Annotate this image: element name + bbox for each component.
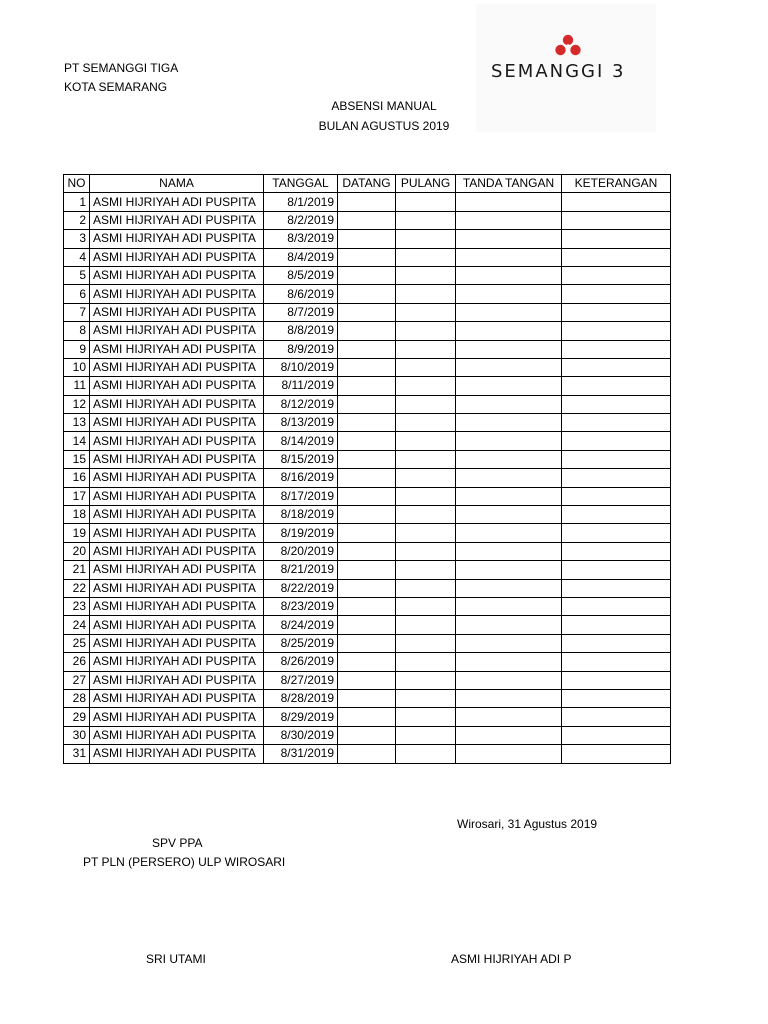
table-row <box>64 414 671 432</box>
cell-datang <box>338 303 396 321</box>
cell-keterangan <box>562 230 671 248</box>
cell-keterangan <box>562 689 671 707</box>
cell-keterangan <box>562 211 671 229</box>
cell-datang <box>338 708 396 726</box>
cell-pulang <box>396 561 456 579</box>
cell-tanda-tangan <box>456 653 562 671</box>
cell-tanda-tangan <box>456 303 562 321</box>
cell-pulang <box>396 211 456 229</box>
cell-datang <box>338 745 396 763</box>
cell-tanggal: 8/11/2019 <box>264 377 338 395</box>
cell-nama: ASMI HIJRIYAH ADI PUSPITA <box>90 506 264 524</box>
cell-pulang <box>396 671 456 689</box>
cell-no: 2 <box>64 211 90 229</box>
cell-nama: ASMI HIJRIYAH ADI PUSPITA <box>90 432 264 450</box>
cell-tanggal: 8/22/2019 <box>264 579 338 597</box>
cell-no: 5 <box>64 266 90 284</box>
cell-datang <box>338 395 396 413</box>
cell-datang <box>338 322 396 340</box>
table-row <box>64 377 671 395</box>
cell-datang <box>338 414 396 432</box>
cell-no: 23 <box>64 597 90 615</box>
table-row <box>64 303 671 321</box>
cell-datang <box>338 211 396 229</box>
header-nama: NAMA <box>90 175 264 193</box>
cell-nama: ASMI HIJRIYAH ADI PUSPITA <box>90 745 264 763</box>
cell-keterangan <box>562 506 671 524</box>
cell-keterangan <box>562 726 671 744</box>
clover-logo-icon <box>548 32 588 60</box>
cell-tanda-tangan <box>456 285 562 303</box>
cell-pulang <box>396 653 456 671</box>
cell-nama: ASMI HIJRIYAH ADI PUSPITA <box>90 487 264 505</box>
cell-tanggal: 8/7/2019 <box>264 303 338 321</box>
attendance-table <box>63 174 671 764</box>
cell-no: 24 <box>64 616 90 634</box>
table-row <box>64 542 671 560</box>
cell-keterangan <box>562 432 671 450</box>
cell-pulang <box>396 579 456 597</box>
cell-tanggal: 8/12/2019 <box>264 395 338 413</box>
cell-no: 26 <box>64 653 90 671</box>
table-row <box>64 193 671 211</box>
cell-tanda-tangan <box>456 322 562 340</box>
cell-tanda-tangan <box>456 579 562 597</box>
table-row <box>64 432 671 450</box>
cell-pulang <box>396 487 456 505</box>
cell-tanggal: 8/9/2019 <box>264 340 338 358</box>
cell-keterangan <box>562 579 671 597</box>
cell-tanggal: 8/4/2019 <box>264 248 338 266</box>
document-subtitle: BULAN AGUSTUS 2019 <box>318 119 450 133</box>
cell-datang <box>338 487 396 505</box>
cell-nama: ASMI HIJRIYAH ADI PUSPITA <box>90 708 264 726</box>
cell-keterangan <box>562 303 671 321</box>
table-row <box>64 708 671 726</box>
cell-tanggal: 8/18/2019 <box>264 506 338 524</box>
cell-pulang <box>396 193 456 211</box>
header-pulang: PULANG <box>396 175 456 193</box>
cell-keterangan <box>562 671 671 689</box>
cell-datang <box>338 542 396 560</box>
cell-tanggal: 8/17/2019 <box>264 487 338 505</box>
cell-pulang <box>396 303 456 321</box>
cell-tanda-tangan <box>456 561 562 579</box>
cell-datang <box>338 266 396 284</box>
company-name: PT SEMANGGI TIGA <box>64 61 179 75</box>
cell-nama: ASMI HIJRIYAH ADI PUSPITA <box>90 340 264 358</box>
cell-tanda-tangan <box>456 689 562 707</box>
cell-tanda-tangan <box>456 542 562 560</box>
cell-tanda-tangan <box>456 211 562 229</box>
header-no: NO <box>64 175 90 193</box>
cell-nama: ASMI HIJRIYAH ADI PUSPITA <box>90 285 264 303</box>
cell-pulang <box>396 745 456 763</box>
cell-nama: ASMI HIJRIYAH ADI PUSPITA <box>90 597 264 615</box>
table-row <box>64 469 671 487</box>
cell-datang <box>338 689 396 707</box>
cell-pulang <box>396 358 456 376</box>
cell-tanda-tangan <box>456 358 562 376</box>
cell-tanggal: 8/20/2019 <box>264 542 338 560</box>
cell-no: 25 <box>64 634 90 652</box>
cell-no: 10 <box>64 358 90 376</box>
attendance-table-body <box>64 193 671 763</box>
cell-nama: ASMI HIJRIYAH ADI PUSPITA <box>90 689 264 707</box>
cell-tanggal: 8/21/2019 <box>264 561 338 579</box>
cell-nama: ASMI HIJRIYAH ADI PUSPITA <box>90 524 264 542</box>
cell-nama: ASMI HIJRIYAH ADI PUSPITA <box>90 653 264 671</box>
cell-tanggal: 8/2/2019 <box>264 211 338 229</box>
cell-no: 13 <box>64 414 90 432</box>
table-row <box>64 689 671 707</box>
cell-no: 31 <box>64 745 90 763</box>
cell-pulang <box>396 248 456 266</box>
cell-tanda-tangan <box>456 377 562 395</box>
cell-datang <box>338 506 396 524</box>
table-row <box>64 248 671 266</box>
cell-pulang <box>396 506 456 524</box>
header-datang: DATANG <box>338 175 396 193</box>
cell-keterangan <box>562 248 671 266</box>
cell-no: 17 <box>64 487 90 505</box>
table-row <box>64 487 671 505</box>
cell-no: 18 <box>64 506 90 524</box>
cell-tanggal: 8/3/2019 <box>264 230 338 248</box>
table-row <box>64 230 671 248</box>
cell-tanggal: 8/15/2019 <box>264 450 338 468</box>
cell-datang <box>338 340 396 358</box>
cell-tanda-tangan <box>456 506 562 524</box>
cell-datang <box>338 193 396 211</box>
cell-keterangan <box>562 487 671 505</box>
cell-pulang <box>396 597 456 615</box>
cell-datang <box>338 671 396 689</box>
cell-tanggal: 8/24/2019 <box>264 616 338 634</box>
supervisor-organization: PT PLN (PERSERO) ULP WIROSARI <box>83 855 286 869</box>
cell-tanda-tangan <box>456 469 562 487</box>
cell-nama: ASMI HIJRIYAH ADI PUSPITA <box>90 414 264 432</box>
cell-tanda-tangan <box>456 745 562 763</box>
cell-no: 3 <box>64 230 90 248</box>
cell-keterangan <box>562 377 671 395</box>
cell-nama: ASMI HIJRIYAH ADI PUSPITA <box>90 322 264 340</box>
cell-tanda-tangan <box>456 432 562 450</box>
cell-keterangan <box>562 542 671 560</box>
cell-nama: ASMI HIJRIYAH ADI PUSPITA <box>90 542 264 560</box>
cell-nama: ASMI HIJRIYAH ADI PUSPITA <box>90 616 264 634</box>
cell-keterangan <box>562 193 671 211</box>
cell-datang <box>338 524 396 542</box>
cell-keterangan <box>562 395 671 413</box>
signer-employee-name: ASMI HIJRIYAH ADI P <box>451 952 572 966</box>
place-date: Wirosari, 31 Agustus 2019 <box>457 817 598 831</box>
cell-nama: ASMI HIJRIYAH ADI PUSPITA <box>90 248 264 266</box>
cell-no: 30 <box>64 726 90 744</box>
cell-nama: ASMI HIJRIYAH ADI PUSPITA <box>90 266 264 284</box>
cell-datang <box>338 726 396 744</box>
cell-no: 19 <box>64 524 90 542</box>
cell-datang <box>338 634 396 652</box>
cell-tanda-tangan <box>456 248 562 266</box>
cell-pulang <box>396 542 456 560</box>
cell-datang <box>338 230 396 248</box>
cell-no: 21 <box>64 561 90 579</box>
cell-pulang <box>396 377 456 395</box>
cell-tanda-tangan <box>456 616 562 634</box>
cell-keterangan <box>562 708 671 726</box>
cell-keterangan <box>562 285 671 303</box>
table-row <box>64 579 671 597</box>
cell-tanggal: 8/1/2019 <box>264 193 338 211</box>
cell-tanda-tangan <box>456 597 562 615</box>
cell-nama: ASMI HIJRIYAH ADI PUSPITA <box>90 634 264 652</box>
cell-datang <box>338 469 396 487</box>
cell-tanggal: 8/23/2019 <box>264 597 338 615</box>
cell-tanda-tangan <box>456 708 562 726</box>
cell-nama: ASMI HIJRIYAH ADI PUSPITA <box>90 193 264 211</box>
cell-keterangan <box>562 597 671 615</box>
cell-pulang <box>396 689 456 707</box>
cell-tanda-tangan <box>456 193 562 211</box>
cell-nama: ASMI HIJRIYAH ADI PUSPITA <box>90 469 264 487</box>
table-row <box>64 561 671 579</box>
table-row <box>64 524 671 542</box>
cell-tanda-tangan <box>456 395 562 413</box>
table-row <box>64 211 671 229</box>
cell-tanggal: 8/8/2019 <box>264 322 338 340</box>
table-row <box>64 450 671 468</box>
cell-pulang <box>396 432 456 450</box>
cell-pulang <box>396 450 456 468</box>
cell-tanda-tangan <box>456 524 562 542</box>
cell-pulang <box>396 469 456 487</box>
cell-nama: ASMI HIJRIYAH ADI PUSPITA <box>90 377 264 395</box>
table-row <box>64 285 671 303</box>
cell-datang <box>338 450 396 468</box>
cell-no: 7 <box>64 303 90 321</box>
cell-datang <box>338 377 396 395</box>
cell-datang <box>338 597 396 615</box>
cell-tanggal: 8/27/2019 <box>264 671 338 689</box>
cell-nama: ASMI HIJRIYAH ADI PUSPITA <box>90 726 264 744</box>
cell-pulang <box>396 285 456 303</box>
table-header-row <box>64 175 671 193</box>
cell-tanda-tangan <box>456 414 562 432</box>
cell-tanggal: 8/10/2019 <box>264 358 338 376</box>
cell-datang <box>338 579 396 597</box>
cell-pulang <box>396 708 456 726</box>
cell-tanda-tangan <box>456 450 562 468</box>
cell-nama: ASMI HIJRIYAH ADI PUSPITA <box>90 211 264 229</box>
table-row <box>64 653 671 671</box>
cell-tanggal: 8/13/2019 <box>264 414 338 432</box>
cell-no: 14 <box>64 432 90 450</box>
cell-tanda-tangan <box>456 671 562 689</box>
cell-nama: ASMI HIJRIYAH ADI PUSPITA <box>90 450 264 468</box>
cell-pulang <box>396 726 456 744</box>
cell-tanggal: 8/5/2019 <box>264 266 338 284</box>
cell-tanggal: 8/14/2019 <box>264 432 338 450</box>
cell-pulang <box>396 395 456 413</box>
cell-no: 9 <box>64 340 90 358</box>
supervisor-title: SPV PPA <box>152 836 203 850</box>
cell-pulang <box>396 414 456 432</box>
cell-pulang <box>396 322 456 340</box>
cell-nama: ASMI HIJRIYAH ADI PUSPITA <box>90 230 264 248</box>
cell-no: 8 <box>64 322 90 340</box>
cell-keterangan <box>562 266 671 284</box>
document-title: ABSENSI MANUAL <box>331 99 437 113</box>
cell-nama: ASMI HIJRIYAH ADI PUSPITA <box>90 358 264 376</box>
cell-keterangan <box>562 340 671 358</box>
table-row <box>64 322 671 340</box>
cell-tanda-tangan <box>456 230 562 248</box>
table-row <box>64 506 671 524</box>
table-row <box>64 395 671 413</box>
company-city: KOTA SEMARANG <box>64 80 168 94</box>
cell-tanggal: 8/31/2019 <box>264 745 338 763</box>
cell-no: 22 <box>64 579 90 597</box>
table-row <box>64 340 671 358</box>
cell-keterangan <box>562 616 671 634</box>
table-row <box>64 616 671 634</box>
table-row <box>64 726 671 744</box>
cell-pulang <box>396 524 456 542</box>
cell-nama: ASMI HIJRIYAH ADI PUSPITA <box>90 671 264 689</box>
cell-tanggal: 8/25/2019 <box>264 634 338 652</box>
cell-tanggal: 8/30/2019 <box>264 726 338 744</box>
cell-tanda-tangan <box>456 340 562 358</box>
cell-no: 27 <box>64 671 90 689</box>
cell-datang <box>338 432 396 450</box>
cell-tanggal: 8/28/2019 <box>264 689 338 707</box>
cell-keterangan <box>562 358 671 376</box>
cell-tanda-tangan <box>456 487 562 505</box>
cell-datang <box>338 248 396 266</box>
cell-no: 16 <box>64 469 90 487</box>
cell-keterangan <box>562 745 671 763</box>
cell-tanggal: 8/26/2019 <box>264 653 338 671</box>
cell-no: 11 <box>64 377 90 395</box>
cell-datang <box>338 358 396 376</box>
cell-tanggal: 8/19/2019 <box>264 524 338 542</box>
cell-keterangan <box>562 414 671 432</box>
cell-datang <box>338 616 396 634</box>
cell-pulang <box>396 634 456 652</box>
cell-nama: ASMI HIJRIYAH ADI PUSPITA <box>90 395 264 413</box>
cell-no: 20 <box>64 542 90 560</box>
cell-datang <box>338 653 396 671</box>
table-row <box>64 745 671 763</box>
cell-keterangan <box>562 653 671 671</box>
cell-no: 12 <box>64 395 90 413</box>
cell-no: 1 <box>64 193 90 211</box>
cell-pulang <box>396 266 456 284</box>
cell-keterangan <box>562 450 671 468</box>
cell-keterangan <box>562 561 671 579</box>
table-row <box>64 266 671 284</box>
cell-tanda-tangan <box>456 266 562 284</box>
header-keterangan: KETERANGAN <box>562 175 671 193</box>
cell-pulang <box>396 340 456 358</box>
cell-tanda-tangan <box>456 726 562 744</box>
header-tanggal: TANGGAL <box>264 175 338 193</box>
cell-no: 15 <box>64 450 90 468</box>
table-row <box>64 358 671 376</box>
cell-no: 4 <box>64 248 90 266</box>
cell-no: 28 <box>64 689 90 707</box>
cell-no: 29 <box>64 708 90 726</box>
cell-nama: ASMI HIJRIYAH ADI PUSPITA <box>90 303 264 321</box>
cell-tanggal: 8/16/2019 <box>264 469 338 487</box>
cell-nama: ASMI HIJRIYAH ADI PUSPITA <box>90 579 264 597</box>
table-row <box>64 597 671 615</box>
table-row <box>64 634 671 652</box>
cell-datang <box>338 561 396 579</box>
cell-pulang <box>396 616 456 634</box>
cell-keterangan <box>562 469 671 487</box>
table-row <box>64 671 671 689</box>
cell-keterangan <box>562 322 671 340</box>
cell-no: 6 <box>64 285 90 303</box>
cell-keterangan <box>562 524 671 542</box>
cell-tanda-tangan <box>456 634 562 652</box>
cell-tanggal: 8/29/2019 <box>264 708 338 726</box>
cell-nama: ASMI HIJRIYAH ADI PUSPITA <box>90 561 264 579</box>
logo-text: SEMANGGI 3 <box>491 61 626 82</box>
cell-tanggal: 8/6/2019 <box>264 285 338 303</box>
cell-datang <box>338 285 396 303</box>
cell-pulang <box>396 230 456 248</box>
signer-supervisor-name: SRI UTAMI <box>146 952 206 966</box>
header-tanda-tangan: TANDA TANGAN <box>456 175 562 193</box>
cell-keterangan <box>562 634 671 652</box>
